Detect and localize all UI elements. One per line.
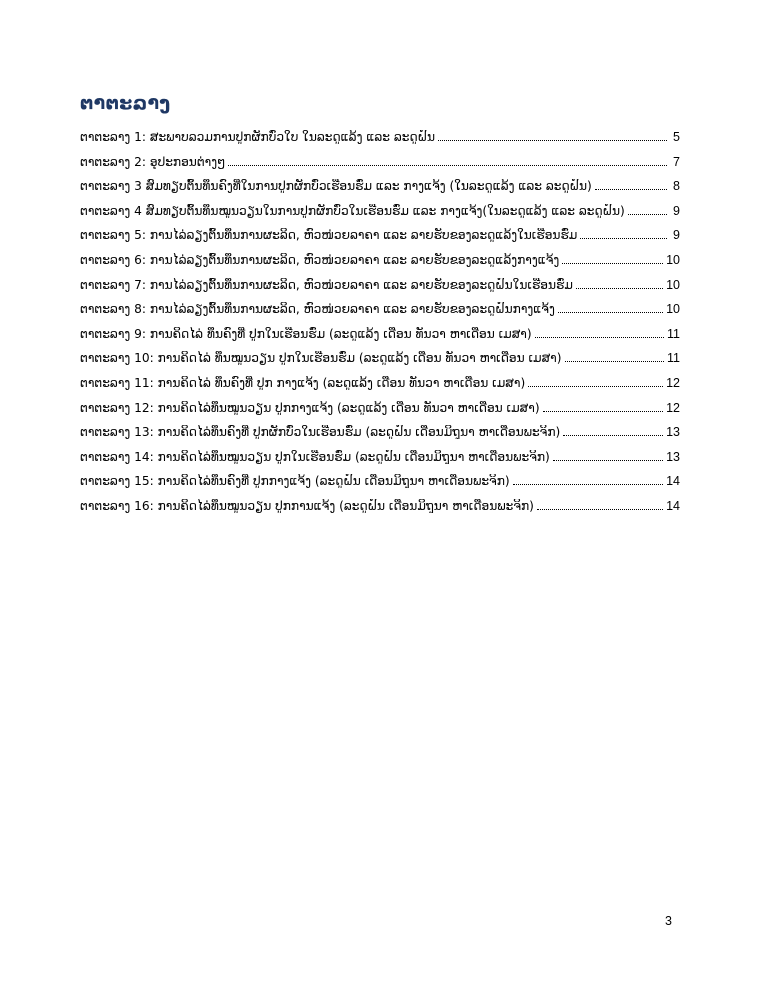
toc-dot-leader (576, 288, 663, 289)
toc-entry-page-number: 13 (666, 449, 680, 464)
toc-entry-page-number: 9 (673, 228, 680, 243)
toc-entry[interactable] (80, 204, 680, 229)
toc-entry-page-number: 12 (666, 375, 680, 390)
toc-dot-leader (595, 189, 667, 190)
toc-entry-page-number: 8 (673, 179, 680, 194)
toc-entry-page-number: 14 (666, 474, 680, 489)
toc-dot-leader (562, 263, 663, 264)
toc-entry[interactable] (80, 302, 680, 327)
toc-dot-leader (558, 312, 663, 313)
toc-entry-title: ຕາຕະລາງ 13: ການຄິດໄລ່ທຶນຄົງທີ່ ປູກຜັກບົ່ວໃນເຮືອນຮົ່ມ (ລະດູຝົນ ເດືອນມິຖຸນາ ຫາເດືອນພະຈິກ) (80, 425, 561, 440)
toc-entry-title: ຕາຕະລາງ 11: ການຄິດໄລ່ ທຶນຄົງທີ່ ປູກ ກາງແຈ້ງ (ລະດູແລ້ງ ເດືອນ ທັນວາ ຫາເດືອນ ເມສາ) (80, 375, 526, 390)
toc-entry-title: ຕາຕະລາງ 1: ສະພາບລວມການປູກຜັກບົ່ວໃບ ໃນລະດູແລ້ງ ແລະ ລະດູຝົນ (80, 130, 435, 144)
toc-entry[interactable] (80, 425, 680, 450)
toc-entry-page-number: 11 (667, 326, 680, 341)
toc-entry-page-number: 7 (673, 154, 680, 169)
toc-entry[interactable] (80, 474, 680, 499)
toc-dot-leader (580, 238, 667, 239)
toc-entry[interactable] (80, 253, 680, 278)
toc-entry[interactable] (80, 155, 680, 180)
toc-entry-title: ຕາຕະລາງ 7: ການໄລ່ລຽງຕົ້ນທຶນການຜະລິດ, ຫົວໜ່ວຍລາຄາ ແລະ ລາຍຮັບຂອງລະດູຝົນໃນເຮືອນຮົ່ມ (80, 277, 573, 292)
toc-entry-title: ຕາຕະລາງ 3 ສົມທຽບຕົ້ນທຶນຄົງທີ່ໃນການປູກຜັກບົ່ວເຮືອນຮົ່ມ ແລະ ກາງແຈ້ງ (ໃນລະດູແລ້ງ ແລະ ລະດູຝົນ) (80, 179, 592, 194)
toc-dot-leader (563, 435, 663, 436)
toc-entry-page-number: 10 (666, 252, 680, 267)
toc-dot-leader (228, 165, 667, 166)
toc-entry-title: ຕາຕະລາງ 2: ອຸປະກອນຕ່າງໆ (80, 154, 226, 169)
toc-entry-title: ຕາຕະລາງ 8: ການໄລ່ລຽງຕົ້ນທຶນການຜະລິດ, ຫົວໜ່ວຍລາຄາ ແລະ ລາຍຮັບຂອງລະດູຝົນກາງແຈ້ງ (80, 302, 555, 317)
toc-entry-title: ຕາຕະລາງ 5: ການໄລ່ລຽງຕົ້ນທຶນການຜະລິດ, ຫົວໜ່ວຍລາຄາ ແລະ ລາຍຮັບຂອງລະດູແລ້ງໃນເຮືອນຮົ່ມ (80, 228, 578, 243)
toc-entry-page-number: 11 (667, 351, 680, 366)
toc-entry-page-number: 12 (666, 400, 680, 415)
toc-entry[interactable] (80, 228, 680, 253)
toc-entry-page-number: 14 (666, 498, 680, 513)
toc-entry-page-number: 9 (673, 203, 680, 218)
toc-dot-leader (628, 214, 667, 215)
table-of-tables-heading: ຕາຕະລາງ (80, 92, 171, 114)
toc-entry[interactable] (80, 327, 680, 352)
toc-dot-leader (535, 337, 664, 338)
toc-entry[interactable] (80, 130, 680, 155)
toc-entry[interactable] (80, 401, 680, 426)
toc-entry[interactable] (80, 351, 680, 376)
toc-entry[interactable] (80, 450, 680, 475)
toc-entry[interactable] (80, 499, 680, 524)
toc-entry-title: ຕາຕະລາງ 12: ການຄິດໄລ່ທຶນໝູນວຽນ ປູກກາງແຈ້ງ (ລະດູແລ້ງ ເດືອນ ທັນວາ ຫາເດືອນ ເມສາ) (80, 400, 540, 415)
toc-dot-leader (565, 361, 665, 362)
toc-dot-leader (543, 411, 664, 412)
toc-entry-title: ຕາຕະລາງ 6: ການໄລ່ລຽງຕົ້ນທຶນການຜະລິດ, ຫົວໜ່ວຍລາຄາ ແລະ ລາຍຮັບຂອງລະດູແລ້ງກາງແຈ້ງ (80, 252, 560, 267)
toc-entry-title: ຕາຕະລາງ 16: ການຄິດໄລ່ທຶນໝູນວຽນ ປູກການແຈ້ງ (ລະດູຝົນ ເດືອນມິຖຸນາ ຫາເດືອນພະຈິກ) (80, 498, 534, 513)
toc-dot-leader (553, 460, 663, 461)
page-number: 3 (665, 914, 672, 928)
toc-entry-title: ຕາຕະລາງ 15: ການຄິດໄລ່ທຶນຄົງທີ່ ປູກກາງແຈ້ງ (ລະດູຝົນ ເດືອນມິຖຸນາ ຫາເດືອນພະຈິກ) (80, 474, 510, 489)
toc-entry[interactable] (80, 179, 680, 204)
toc-dot-leader (537, 509, 663, 510)
toc-entry-page-number: 10 (666, 302, 680, 317)
toc-entry-page-number: 13 (666, 425, 680, 440)
toc-entry[interactable] (80, 376, 680, 401)
toc-dot-leader (528, 386, 663, 387)
toc-dot-leader (438, 140, 667, 141)
toc-entry[interactable] (80, 278, 680, 303)
toc-entry-title: ຕາຕະລາງ 10: ການຄິດໄລ່ ທຶນໝູນວຽນ ປູກໃນເຮືອນຮົ່ມ (ລະດູແລ້ງ ເດືອນ ທັນວາ ຫາເດືອນ ເມສາ) (80, 351, 562, 366)
toc-entry-page-number: 5 (673, 130, 680, 144)
toc-entry-page-number: 10 (666, 277, 680, 292)
toc-entry-title: ຕາຕະລາງ 9: ການຄິດໄລ່ ທຶນຄົງທີ່ ປູກໃນເຮືອນຮົ່ມ (ລະດູແລ້ງ ເດືອນ ທັນວາ ຫາເດືອນ ເມສາ) (80, 326, 532, 341)
toc-entry-title: ຕາຕະລາງ 14: ການຄິດໄລ່ທຶນໝູນວຽນ ປູກໃນເຮືອນຮົ່ມ (ລະດູຝົນ ເດືອນມິຖຸນາ ຫາເດືອນພະຈິກ) (80, 449, 550, 464)
toc-entry-title: ຕາຕະລາງ 4 ສົມທຽບຕົ້ນທຶນໝູນວຽນໃນການປູກຜັກບົ່ວໃນເຮືອນຮົ່ມ ແລະ ກາງແຈ້ງ(ໃນລະດູແລ້ງ ແລະ ລະດູຝົນ) (80, 203, 625, 218)
toc-dot-leader (513, 484, 663, 485)
table-of-tables-list (80, 130, 680, 524)
